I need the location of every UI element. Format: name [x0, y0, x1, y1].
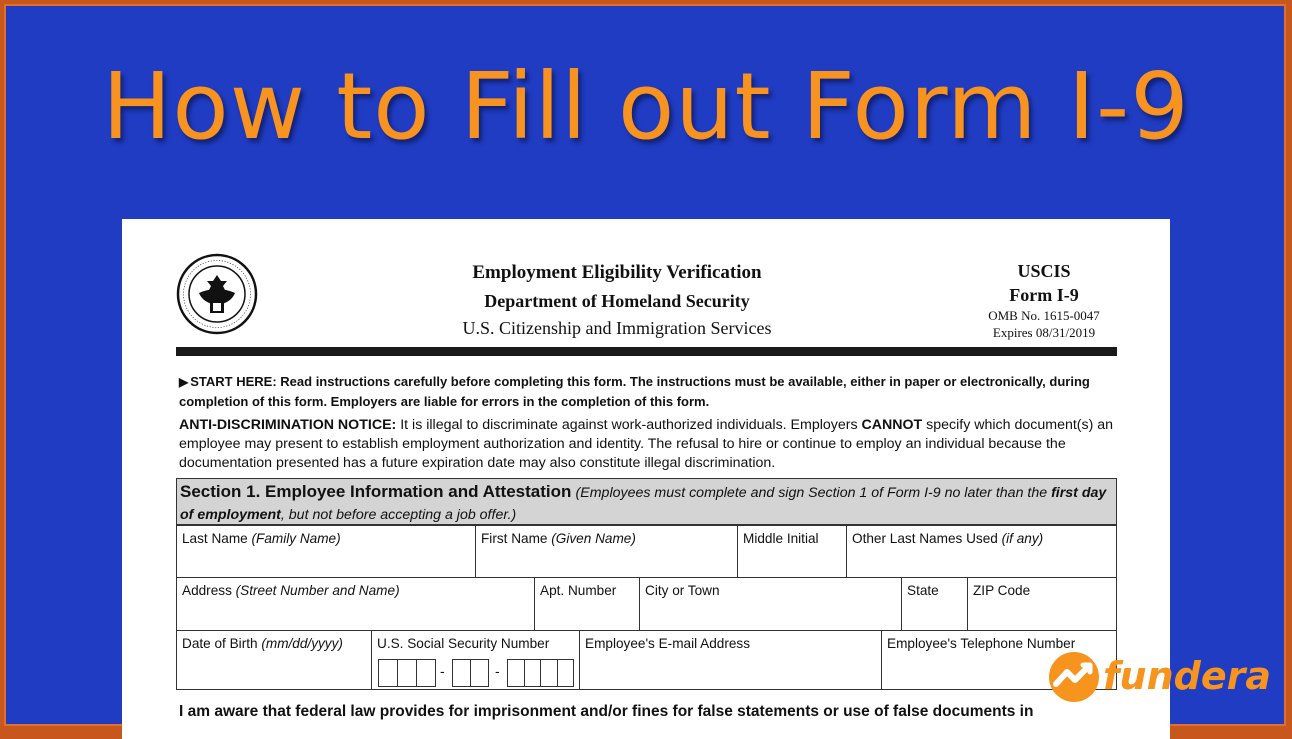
telephone-field[interactable]: Employee's Telephone Number [881, 630, 1117, 690]
fundera-logo-icon [1047, 650, 1101, 704]
attestation-text: I am aware that federal law provides for imprisonment and/or fines for false statements or use of false documents in [179, 703, 1034, 720]
section-1-note: (Employees must complete and sign Section 1 of Form I-9 no later than the first day of employment, but not before accepting a job offer.) [180, 485, 1107, 523]
ssn-field: U.S. Social Security Number [371, 630, 580, 690]
ssn-dash-1: - [440, 663, 445, 679]
form-i9-document [122, 219, 1170, 739]
fundera-logo [1047, 650, 1271, 706]
last-name-field[interactable]: Last Name (Family Name) [176, 525, 476, 578]
header-rule [176, 347, 1117, 356]
notice-cannot: CANNOT [861, 417, 923, 433]
middle-initial-field[interactable]: Middle Initial [737, 525, 847, 578]
form-header [412, 259, 822, 341]
ssn-group-boxes[interactable] [452, 659, 489, 687]
omb-number: OMB No. 1615-0047 [988, 308, 1100, 323]
start-here-label: START HERE: [190, 374, 277, 389]
email-field[interactable]: Employee's E-mail Address [579, 630, 882, 690]
form-title: Employment Eligibility Verification [472, 262, 762, 283]
form-number: Form I-9 [1009, 285, 1079, 305]
anti-discrimination-notice [179, 416, 1124, 473]
state-field[interactable]: State [901, 577, 968, 631]
ssn-area-boxes[interactable] [378, 659, 436, 687]
notice-text-2: specify which document(s) an employee may present to establish employment authorization and identity. The refusal to hire or continue to employ an individual because the documentation presented has a future expiration date may also constitute illegal discrimination. [179, 417, 1114, 471]
department-name: Department of Homeland Security [484, 291, 750, 311]
start-here-paragraph [179, 372, 1124, 411]
notice-label: ANTI-DISCRIMINATION NOTICE: [179, 417, 397, 433]
other-last-names-field[interactable]: Other Last Names Used (if any) [846, 525, 1117, 578]
play-arrow-icon: ▶ [179, 375, 189, 389]
ssn-dash-2: - [495, 663, 500, 679]
date-of-birth-field[interactable]: Date of Birth (mm/dd/yyyy) [176, 630, 372, 690]
fundera-logo-text: fundera [1103, 654, 1271, 698]
section-1-header [176, 478, 1117, 525]
expiry-date: Expires 08/31/2019 [992, 325, 1096, 340]
first-name-field[interactable]: First Name (Given Name) [475, 525, 738, 578]
ssn-serial-boxes[interactable] [507, 659, 574, 687]
form-id-block [964, 259, 1124, 341]
agency-name: U.S. Citizenship and Immigration Services [462, 318, 772, 338]
city-field[interactable]: City or Town [639, 577, 902, 631]
apt-number-field[interactable]: Apt. Number [534, 577, 640, 631]
address-field[interactable]: Address (Street Number and Name) [176, 577, 535, 631]
uscis-label: USCIS [1017, 261, 1071, 281]
dhs-seal-icon [176, 253, 258, 335]
start-here-text: Read instructions carefully before completing this form. The instructions must be available, either in paper or electronically, during completion of this form. Employers are liable for errors in the completion of this form. [179, 374, 1090, 409]
zip-code-field[interactable]: ZIP Code [967, 577, 1117, 631]
headline: How to Fill out Form I-9 [102, 53, 1190, 160]
section-1-title: Section 1. Employee Information and Attestation [180, 482, 572, 501]
notice-text-1: It is illegal to discriminate against work-authorized individuals. Employers [400, 417, 858, 433]
